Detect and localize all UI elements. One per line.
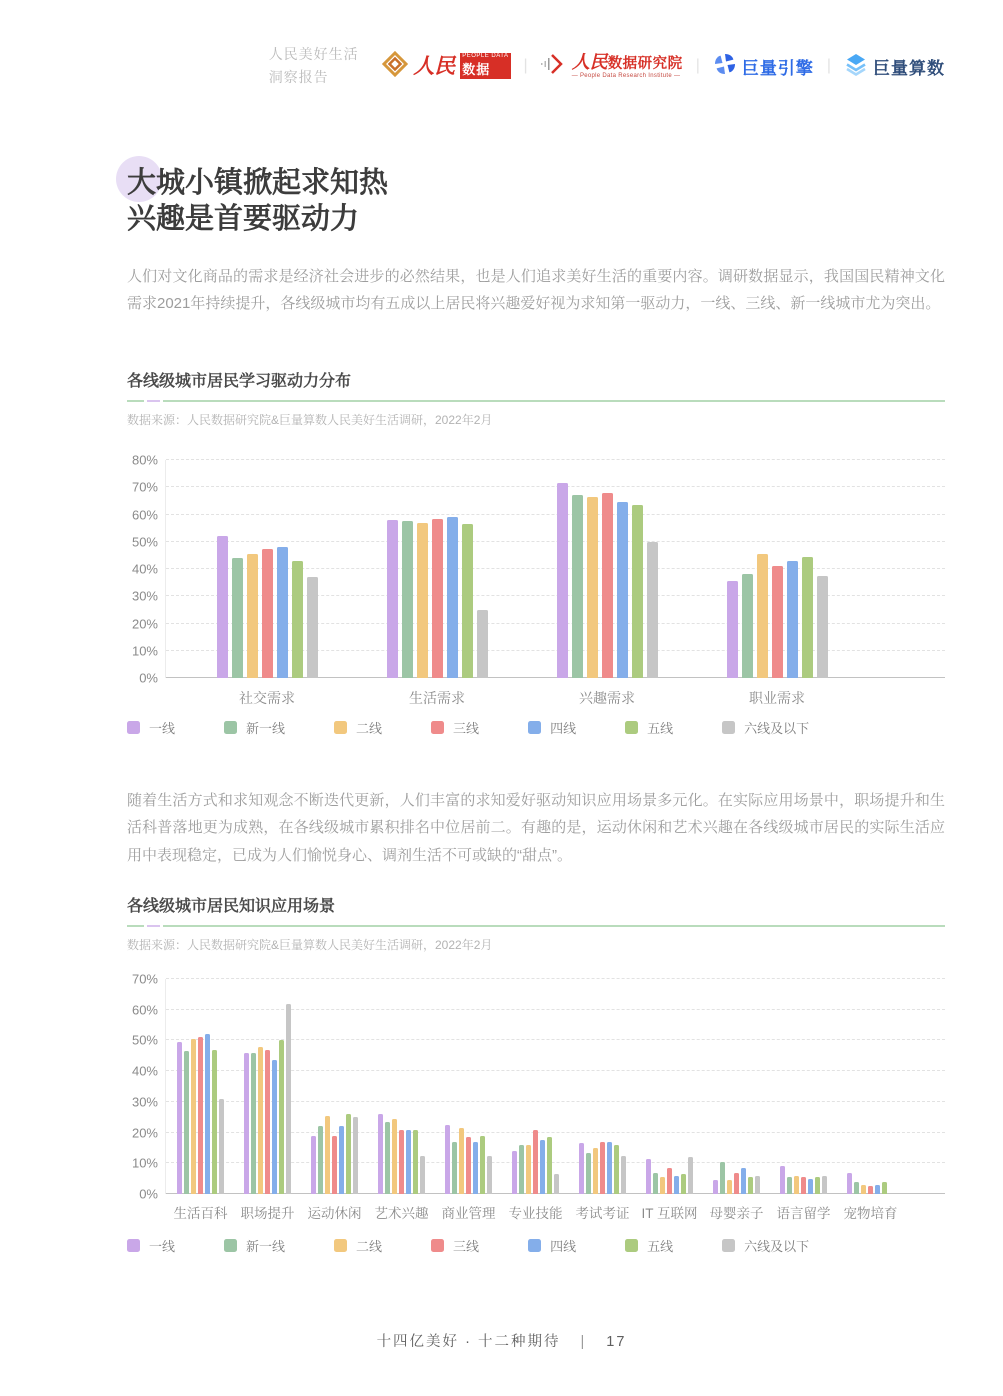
- bar-四线-艺术兴趣: [406, 1130, 412, 1195]
- bar-group-考试考证: [569, 979, 636, 1221]
- footer-text: 十四亿美好 · 十二种期待: [376, 1334, 561, 1350]
- legend-item-新一线: [224, 718, 285, 737]
- y-tick-label: 10%: [131, 1155, 158, 1171]
- legend-swatch: [224, 1239, 237, 1252]
- bar-三线-考试考证: [600, 1142, 606, 1194]
- underline-purple-segment: [147, 400, 160, 402]
- bar-二线-商业管理: [459, 1128, 465, 1194]
- x-category-label: 语言留学: [776, 1206, 831, 1221]
- bar-三线-生活百科: [198, 1037, 204, 1194]
- bar-新一线-社交需求: [232, 558, 243, 678]
- legend-swatch: [722, 1239, 735, 1252]
- bar-group-商业管理: [435, 979, 502, 1221]
- logo-people-data: [382, 51, 510, 82]
- bar-新一线-生活需求: [402, 521, 413, 678]
- bar-三线-商业管理: [466, 1137, 472, 1194]
- y-tick-label: 40%: [131, 561, 158, 577]
- body-paragraph-2: 随着生活方式和求知观念不断迭代更新，人们丰富的求知爱好驱动知识应用场景多元化。在实际应用场景中，职场提升和生活科普落地更为成熟，在各线级城市累积排名中位居前二。有趣的是，运动休闲和艺术兴趣在各线级城市居民的实际生活应用中表现稳定，已成为人们愉悦身心、调剂生活不可或缺的“甜点”。: [127, 792, 945, 864]
- bar-五线-专业技能: [547, 1137, 553, 1194]
- bar-一线-宠物培育: [847, 1173, 853, 1195]
- bar-二线-职场提升: [258, 1047, 264, 1194]
- bar-四线-生活百科: [205, 1034, 211, 1194]
- bar-六线及以下-生活需求: [477, 610, 488, 678]
- bar-三线-艺术兴趣: [399, 1130, 405, 1195]
- bar-五线-语言留学: [815, 1177, 821, 1194]
- bar-四线-IT 互联网: [674, 1176, 680, 1194]
- bar-五线-艺术兴趣: [413, 1130, 419, 1195]
- bar-四线-兴趣需求: [617, 502, 628, 678]
- legend-swatch: [528, 1239, 541, 1252]
- chart-block-knowledge-scenes: [127, 893, 945, 1255]
- y-tick-label: 70%: [131, 479, 158, 495]
- bar-四线-宠物培育: [875, 1185, 881, 1194]
- underline-green-bar: [163, 400, 945, 402]
- bar-二线-运动休闲: [325, 1116, 331, 1194]
- people-data-knot-icon: [382, 51, 408, 82]
- x-category-label: 兴趣需求: [579, 690, 635, 706]
- bar-二线-母婴亲子: [727, 1180, 733, 1194]
- legend-swatch: [431, 721, 444, 734]
- legend-item-五线: [625, 718, 673, 737]
- bar-group-生活需求: [352, 460, 522, 706]
- bar-新一线-IT 互联网: [653, 1173, 659, 1195]
- legend-label: 二线: [356, 721, 383, 736]
- bar-group-母婴亲子: [703, 979, 770, 1221]
- chart-title: 各线级城市居民学习驱动力分布: [127, 373, 352, 390]
- bar-一线-艺术兴趣: [378, 1114, 384, 1194]
- bar-四线-社交需求: [277, 547, 288, 678]
- bar-五线-职业需求: [802, 557, 813, 678]
- bar-五线-社交需求: [292, 561, 303, 678]
- pdri-english-text: — People Data Research Institute —: [571, 73, 681, 80]
- x-category-label: 商业管理: [441, 1206, 496, 1221]
- logo-divider: |: [523, 57, 528, 74]
- legend-item-三线: [431, 718, 479, 737]
- x-category-label: 生活百科: [173, 1206, 228, 1221]
- legend-label: 六线及以下: [744, 721, 810, 736]
- legend-item-四线: [528, 718, 576, 737]
- bar-六线及以下-商业管理: [487, 1156, 493, 1194]
- x-category-label: 考试考证: [575, 1206, 630, 1221]
- legend-swatch: [625, 1239, 638, 1252]
- partner-logos: [382, 51, 945, 82]
- logo-juliang-suanshu: [844, 52, 945, 81]
- bar-三线-职业需求: [772, 566, 783, 678]
- y-tick-label: 50%: [131, 534, 158, 550]
- legend-item-一线: [127, 1236, 175, 1255]
- bar-六线及以下-职场提升: [286, 1004, 292, 1194]
- section-title-line2: 兴趣是首要驱动力: [127, 202, 360, 235]
- juliang-suanshu-text: 巨量算数: [873, 58, 945, 78]
- bar-三线-母婴亲子: [734, 1173, 740, 1195]
- pinwheel-icon: [713, 52, 737, 81]
- legend-label: 六线及以下: [744, 1239, 810, 1254]
- bar-二线-专业技能: [526, 1145, 532, 1194]
- y-tick-label: 20%: [131, 616, 158, 631]
- bar-group-职业需求: [692, 460, 862, 706]
- bar-chart-knowledge-scenes: [131, 971, 945, 1221]
- bar-三线-兴趣需求: [602, 493, 613, 678]
- legend-swatch: [334, 1239, 347, 1252]
- bar-五线-宠物培育: [882, 1182, 888, 1194]
- bar-五线-母婴亲子: [748, 1177, 754, 1194]
- bar-六线及以下-语言留学: [822, 1176, 828, 1194]
- logo-divider: |: [695, 57, 700, 74]
- bar-新一线-专业技能: [519, 1145, 525, 1194]
- legend-swatch: [334, 721, 347, 734]
- bar-group-IT 互联网: [636, 979, 703, 1221]
- logo-juliang-engine: [713, 52, 814, 81]
- underline-green-segment: [127, 925, 144, 927]
- bar-group-职场提升: [234, 979, 301, 1221]
- people-data-script-text: 人民: [413, 53, 456, 78]
- bar-二线-语言留学: [794, 1176, 800, 1194]
- x-category-label: 职业需求: [749, 690, 805, 706]
- bar-六线及以下-兴趣需求: [647, 542, 658, 678]
- soundwave-chevron-icon: [541, 54, 567, 79]
- bar-四线-商业管理: [473, 1142, 479, 1194]
- legend-label: 五线: [647, 1239, 674, 1254]
- legend-item-三线: [431, 1236, 479, 1255]
- bar-新一线-运动休闲: [318, 1126, 324, 1194]
- page-header: [127, 37, 945, 95]
- bar-六线及以下-社交需求: [307, 577, 318, 678]
- x-category-label: 运动休闲: [307, 1206, 362, 1221]
- bar-六线及以下-职业需求: [817, 576, 828, 678]
- bar-四线-运动休闲: [339, 1126, 345, 1194]
- legend-item-新一线: [224, 1236, 285, 1255]
- legend-item-五线: [625, 1236, 673, 1255]
- chart-block-learning-drivers: [127, 368, 945, 737]
- bar-四线-考试考证: [607, 1142, 613, 1194]
- page-number: 17: [606, 1334, 627, 1350]
- pdri-main: [572, 53, 683, 72]
- bar-五线-生活需求: [462, 524, 473, 678]
- logo-people-data-research-institute: [541, 53, 683, 80]
- bar-二线-职业需求: [757, 554, 768, 678]
- legend-label: 新一线: [246, 1239, 286, 1254]
- bar-六线及以下-母婴亲子: [755, 1176, 761, 1194]
- bar-五线-生活百科: [212, 1050, 218, 1194]
- y-tick-label: 30%: [131, 1094, 158, 1110]
- bar-四线-语言留学: [808, 1179, 814, 1194]
- bar-group-兴趣需求: [522, 460, 692, 706]
- legend-label: 五线: [647, 721, 674, 736]
- bar-四线-母婴亲子: [741, 1168, 747, 1194]
- x-category-label: 母婴亲子: [709, 1206, 764, 1221]
- bar-六线及以下-生活百科: [219, 1099, 225, 1194]
- underline-green-bar: [163, 925, 945, 927]
- bar-group-专业技能: [502, 979, 569, 1221]
- bar-四线-生活需求: [447, 517, 458, 678]
- y-tick-label: 80%: [131, 452, 158, 468]
- logo-divider: |: [826, 57, 831, 74]
- bar-group-运动休闲: [301, 979, 368, 1221]
- bar-chart-learning-drivers: [131, 452, 945, 706]
- legend-item-四线: [528, 1236, 576, 1255]
- y-tick-label: 20%: [131, 1125, 158, 1141]
- bar-三线-宠物培育: [868, 1186, 874, 1194]
- legend-swatch: [224, 721, 237, 734]
- legend-swatch: [127, 721, 140, 734]
- report-subtitle-line1: 人民美好生活: [268, 45, 359, 62]
- bar-三线-运动休闲: [332, 1136, 338, 1194]
- title-underline: [127, 925, 945, 927]
- bar-一线-职场提升: [244, 1053, 250, 1194]
- bar-二线-艺术兴趣: [392, 1119, 398, 1194]
- page-footer: [0, 1330, 1003, 1351]
- bar-六线及以下-艺术兴趣: [420, 1156, 426, 1194]
- pdri-rest-text: 数据研究院: [607, 55, 683, 72]
- bar-group-生活百科: [167, 979, 234, 1221]
- bar-一线-职业需求: [727, 581, 738, 678]
- bar-group-宠物培育: [837, 979, 904, 1221]
- people-data-tag: PEOPLE DATA: [462, 53, 509, 60]
- report-subtitle: [269, 43, 359, 89]
- legend-label: 四线: [550, 1239, 577, 1254]
- bar-四线-专业技能: [540, 1140, 546, 1194]
- legend-label: 一线: [149, 1239, 176, 1254]
- x-category-label: 生活需求: [409, 690, 465, 706]
- y-tick-label: 50%: [131, 1032, 158, 1048]
- report-subtitle-line2: 洞察报告: [268, 69, 329, 85]
- bar-五线-职场提升: [279, 1040, 285, 1194]
- bar-三线-语言留学: [801, 1177, 807, 1194]
- legend-swatch: [528, 721, 541, 734]
- bar-group-社交需求: [182, 460, 352, 706]
- bar-五线-商业管理: [480, 1136, 486, 1194]
- bar-groups: [166, 460, 945, 706]
- bar-二线-社交需求: [247, 554, 258, 678]
- x-category-label: 艺术兴趣: [374, 1206, 429, 1221]
- bar-五线-运动休闲: [346, 1114, 352, 1194]
- chart-source: 数据来源：人民数据研究院&巨量算数人民美好生活调研，2022年2月: [127, 938, 493, 952]
- legend-item-六线及以下: [722, 718, 809, 737]
- bar-新一线-生活百科: [184, 1051, 190, 1194]
- bar-group-语言留学: [770, 979, 837, 1221]
- legend-label: 新一线: [246, 721, 286, 736]
- bar-五线-考试考证: [614, 1145, 620, 1194]
- chart-legend: [127, 718, 945, 737]
- bar-六线及以下-运动休闲: [353, 1117, 359, 1194]
- bar-五线-IT 互联网: [681, 1174, 687, 1194]
- bar-五线-兴趣需求: [632, 505, 643, 678]
- bar-新一线-宠物培育: [854, 1182, 860, 1194]
- footer-divider: |: [580, 1334, 587, 1350]
- bar-一线-生活百科: [177, 1042, 183, 1194]
- bar-新一线-职业需求: [742, 574, 753, 678]
- bar-一线-商业管理: [445, 1125, 451, 1194]
- x-category-label: 专业技能: [508, 1206, 563, 1221]
- bar-一线-专业技能: [512, 1151, 518, 1194]
- bar-新一线-考试考证: [586, 1153, 592, 1194]
- section-title: [127, 166, 388, 238]
- legend-swatch: [431, 1239, 444, 1252]
- legend-label: 一线: [149, 721, 176, 736]
- bar-新一线-语言留学: [787, 1177, 793, 1194]
- bar-一线-母婴亲子: [713, 1180, 719, 1194]
- title-underline: [127, 400, 945, 402]
- pdri-text: [572, 53, 683, 80]
- bar-二线-IT 互联网: [660, 1177, 666, 1194]
- y-tick-label: 0%: [139, 670, 158, 686]
- y-tick-label: 10%: [131, 643, 158, 659]
- report-brand: [127, 37, 359, 95]
- underline-green-segment: [127, 400, 144, 402]
- people-data-word: 数据: [460, 61, 510, 79]
- bar-新一线-商业管理: [452, 1142, 458, 1194]
- y-tick-label: 0%: [139, 1186, 158, 1202]
- legend-label: 三线: [453, 1239, 480, 1254]
- bar-三线-专业技能: [533, 1130, 539, 1195]
- pdri-script-text: 人民: [571, 51, 608, 72]
- bar-六线及以下-考试考证: [621, 1156, 627, 1194]
- chart-source: 数据来源：人民数据研究院&巨量算数人民美好生活调研，2022年2月: [127, 413, 493, 427]
- people-data-block: [460, 53, 510, 78]
- juliang-engine-text: 巨量引擎: [741, 58, 814, 78]
- bar-新一线-母婴亲子: [720, 1162, 726, 1194]
- bar-二线-生活百科: [191, 1039, 197, 1194]
- bar-二线-宠物培育: [861, 1185, 867, 1194]
- chart-title: 各线级城市居民知识应用场景: [127, 898, 336, 915]
- bar-二线-兴趣需求: [587, 497, 598, 678]
- bar-三线-职场提升: [265, 1050, 271, 1194]
- bar-三线-生活需求: [432, 519, 443, 678]
- bar-新一线-职场提升: [251, 1053, 257, 1194]
- y-tick-label: 60%: [131, 507, 158, 522]
- year-outline-text: 2022: [127, 37, 255, 95]
- section-title-line1: 大城小镇掀起求知热: [127, 167, 389, 199]
- chart-legend: [127, 1236, 945, 1255]
- bar-新一线-艺术兴趣: [385, 1122, 391, 1194]
- bar-一线-IT 互联网: [646, 1159, 652, 1194]
- legend-label: 三线: [453, 721, 480, 736]
- y-tick-label: 60%: [131, 1002, 158, 1018]
- bar-新一线-兴趣需求: [572, 495, 583, 678]
- x-category-label: IT 互联网: [641, 1206, 698, 1221]
- x-category-label: 社交需求: [239, 690, 295, 706]
- legend-swatch: [625, 721, 638, 734]
- legend-swatch: [127, 1239, 140, 1252]
- body-paragraph-1: 人们对文化商品的需求是经济社会进步的必然结果，也是人们追求美好生活的重要内容。调研数据显示，我国国民精神文化需求2021年持续提升，各线级城市均有五成以上居民将兴趣爱好视为求知第一驱动力，一线、三线、新一线城市尤为突出。: [127, 268, 945, 313]
- legend-item-二线: [334, 1236, 382, 1255]
- legend-item-一线: [127, 718, 175, 737]
- underline-purple-segment: [147, 925, 160, 927]
- legend-label: 四线: [550, 721, 577, 736]
- y-tick-label: 40%: [131, 1063, 158, 1079]
- legend-item-二线: [334, 718, 382, 737]
- x-category-label: 宠物培育: [843, 1206, 898, 1221]
- y-tick-label: 30%: [131, 588, 158, 604]
- bar-一线-语言留学: [780, 1166, 786, 1194]
- bar-一线-运动休闲: [311, 1136, 317, 1194]
- bar-二线-生活需求: [417, 523, 428, 678]
- bar-一线-社交需求: [217, 536, 228, 678]
- x-category-label: 职场提升: [240, 1206, 295, 1221]
- bar-一线-考试考证: [579, 1143, 585, 1194]
- bar-三线-IT 互联网: [667, 1168, 673, 1194]
- bar-一线-兴趣需求: [557, 483, 568, 678]
- bar-group-艺术兴趣: [368, 979, 435, 1221]
- bar-六线及以下-专业技能: [554, 1174, 560, 1194]
- bar-四线-职场提升: [272, 1060, 278, 1194]
- bar-四线-职业需求: [787, 561, 798, 678]
- stacked-diamond-icon: [844, 52, 868, 81]
- legend-swatch: [722, 721, 735, 734]
- bar-groups: [166, 979, 945, 1221]
- bar-六线及以下-IT 互联网: [688, 1157, 694, 1194]
- legend-item-六线及以下: [722, 1236, 809, 1255]
- y-tick-label: 70%: [131, 971, 158, 987]
- bar-一线-生活需求: [387, 520, 398, 678]
- legend-label: 二线: [356, 1239, 383, 1254]
- bar-二线-考试考证: [593, 1148, 599, 1194]
- bar-三线-社交需求: [262, 549, 273, 678]
